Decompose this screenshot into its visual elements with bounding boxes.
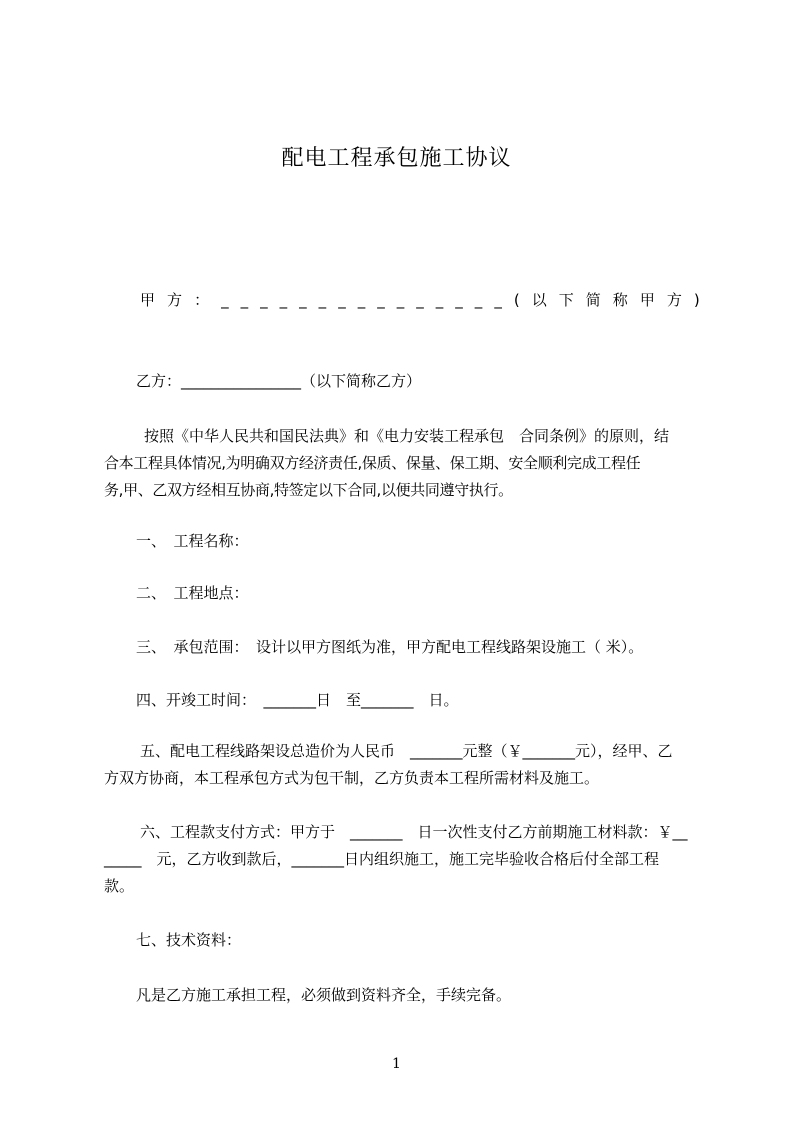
party-a-char: 方 [167,291,183,309]
party-a-char: ( [513,291,520,309]
section-6-line-2: _____ 元，乙方收到款后，_______日内组织施工，施工完毕验收合格后付全部工程 [104,850,660,868]
party-a-char: _ [357,291,366,309]
section-2-heading: 二、 工程地点： [136,584,249,602]
section-1-heading: 一、 工程名称： [136,532,249,550]
party-a-char: _ [474,291,483,309]
party-a-char: ： [194,291,210,309]
party-a-char: ) [693,291,700,309]
page-number: 1 [392,1056,401,1072]
party-a-char: 甲 [140,291,156,309]
party-a-char: 下 [558,291,574,309]
party-a-char: _ [396,291,405,309]
party-a-char: 甲 [639,291,655,309]
party-a-char: _ [494,291,502,309]
intro-line-3: 务,甲、乙双方经相互协商,特签定以下合同,以便共同遵守执行。 [104,481,513,499]
party-b-line: 乙方：________________（以下简称乙方） [136,372,422,390]
section-7-body: 凡是乙方施工承担工程，必须做到资料齐全，手续完备。 [136,986,512,1004]
section-6-line-1: 六、工程款支付方式：甲方于 _______ 日一次性支付乙方前期施工材料款：￥__ [140,823,688,841]
party-a-char: 称 [612,291,628,309]
section-4-line: 四、开竣工时间： _______日 至_______ 日。 [136,691,459,709]
section-6-line-3: 款。 [104,877,135,895]
party-a-char: _ [416,291,424,309]
party-a-char: 方 [666,291,682,309]
party-a-char: _ [435,291,444,309]
party-a-char: _ [240,291,249,309]
section-5-line-2: 方双方协商，本工程承包方式为包干制，乙方负责本工程所需材料及施工。 [104,769,600,787]
party-a-char: _ [318,291,327,309]
party-a-char: _ [299,291,307,309]
document-title: 配电工程承包施工协议 [281,146,512,171]
party-a-line [140,290,700,310]
intro-line-2: 合本工程具体情况,为明确双方经济责任,保质、保量、保工期、安全顺利完成工程任 [104,454,641,472]
section-5-line-1: 五、配电工程线路架设总造价为人民币 _______元整（￥_______元），经甲、乙 [140,742,673,760]
section-3-line: 三、 承包范围： 设计以甲方图纸为准，甲方配电工程线路架设施工（ 米）。 [136,638,644,656]
party-a-char: _ [377,291,385,309]
party-a-char: _ [221,291,229,309]
party-a-char: _ [338,291,346,309]
party-a-char: 简 [585,291,601,309]
section-7-heading: 七、技术资料： [136,931,242,949]
party-a-char: 以 [531,291,547,309]
party-a-char: _ [455,291,463,309]
party-a-char: _ [279,291,288,309]
intro-line-1: 按照《中华人民共和国民法典》和《电力安装工程承包 合同条例》的原则，结 [144,427,670,445]
party-a-char: _ [260,291,268,309]
